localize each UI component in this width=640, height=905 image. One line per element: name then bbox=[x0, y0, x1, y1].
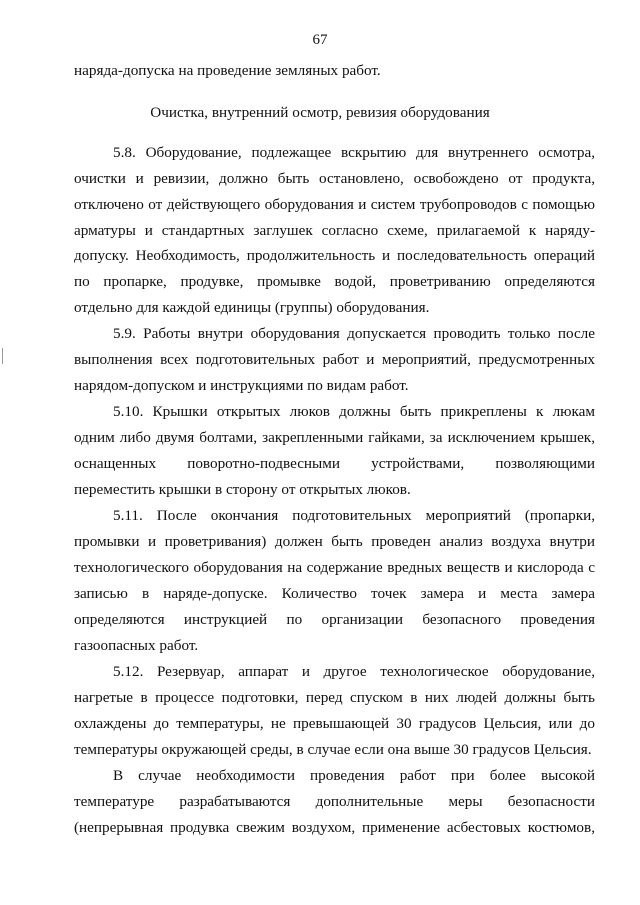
text-line: одним либо двумя болтами, закрепленными гайками, за исключением крышек, bbox=[74, 429, 595, 446]
text-line: нагретые в процессе подготовки, перед спуском в них людей должны быть bbox=[74, 689, 595, 706]
text-line: записью в наряде-допуске. Количество точек замера и места замера bbox=[74, 585, 595, 602]
text-line: 5.10. Крышки открытых люков должны быть прикреплены к люкам bbox=[113, 403, 595, 420]
section-heading: Очистка, внутренний осмотр, ревизия оборудования bbox=[150, 104, 490, 121]
text-line: очистки и ревизии, должно быть остановлено, освобождено от продукта, bbox=[74, 170, 595, 187]
text-line: оснащенных поворотно-подвесными устройствами, позволяющими bbox=[74, 455, 595, 472]
text-line: переместить крышки в сторону от открытых люков. bbox=[74, 481, 411, 498]
text-line: 5.11. После окончания подготовительных мероприятий (пропарки, bbox=[113, 507, 595, 524]
text-line: выполнения всех подготовительных работ и мероприятий, предусмотренных bbox=[74, 351, 595, 368]
text-line: 5.12. Резервуар, аппарат и другое технологическое оборудование, bbox=[113, 663, 595, 680]
scan-edge-mark bbox=[2, 348, 3, 364]
text-line: 5.9. Работы внутри оборудования допускается проводить только после bbox=[113, 325, 595, 342]
page-number: 67 bbox=[312, 32, 328, 48]
text-line: температуре разрабатываются дополнительные меры безопасности bbox=[74, 793, 595, 810]
text-line: 5.8. Оборудование, подлежащее вскрытию для внутреннего осмотра, bbox=[113, 144, 595, 161]
text-line: В случае необходимости проведения работ при более высокой bbox=[113, 767, 595, 784]
text-line: отключено от действующего оборудования и систем трубопроводов с помощью bbox=[74, 196, 595, 213]
text-line: температуры окружающей среды, в случае если она выше 30 градусов Цельсия. bbox=[74, 741, 592, 758]
text-line: арматуры и стандартных заглушек согласно схеме, прилагаемой к наряду- bbox=[74, 222, 595, 239]
text-line: нарядом-допуском и инструкциями по видам работ. bbox=[74, 377, 409, 394]
text-line: (непрерывная продувка свежим воздухом, применение асбестовых костюмов, bbox=[74, 819, 595, 836]
text-line: по пропарке, продувке, промывке водой, проветриванию определяются bbox=[74, 273, 595, 290]
text-line: определяются инструкцией по организации безопасного проведения bbox=[74, 611, 595, 628]
text-line: наряда-допуска на проведение земляных работ. bbox=[74, 62, 381, 79]
text-line: отдельно для каждой единицы (группы) оборудования. bbox=[74, 299, 430, 316]
text-line: охлаждены до температуры, не превышающей 30 градусов Цельсия, или до bbox=[74, 715, 595, 732]
text-line: газоопасных работ. bbox=[74, 637, 199, 654]
text-line: технологического оборудования на содержание вредных веществ и кислорода с bbox=[74, 559, 595, 576]
text-line: промывки и проветривания) должен быть проведен анализ воздуха внутри bbox=[74, 533, 595, 550]
text-line: допуску. Необходимость, продолжительность и последовательность операций bbox=[74, 247, 595, 264]
